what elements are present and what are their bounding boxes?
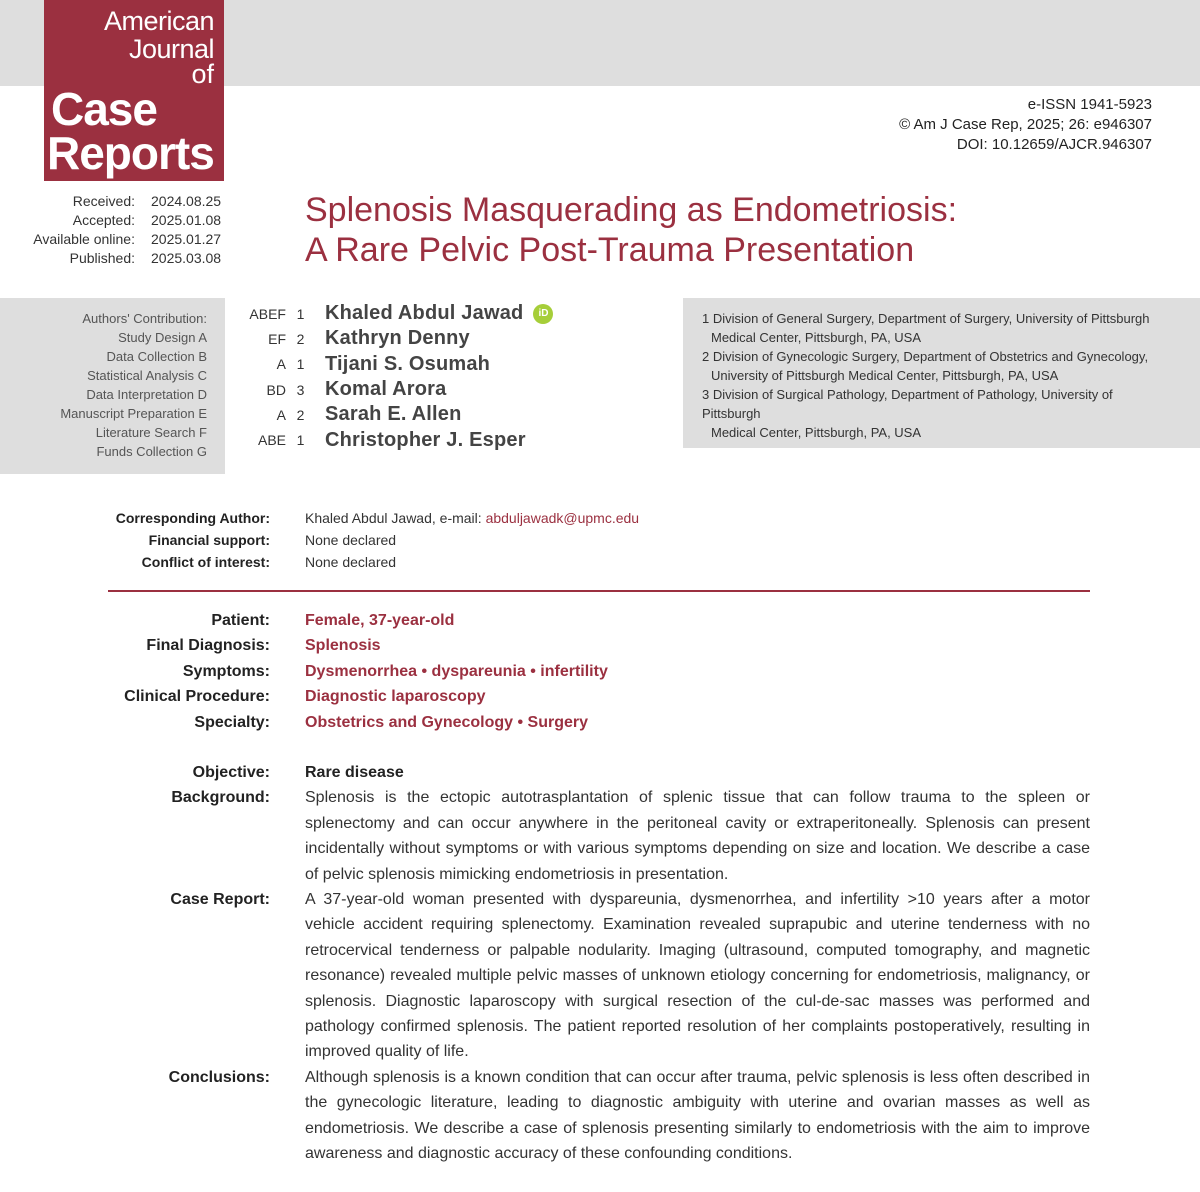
- article-dates: [0, 192, 225, 268]
- title-line-1: Splenosis Masquerading as Endometriosis:: [305, 191, 958, 229]
- financial-support-row: Financial support: None declared: [148, 532, 397, 548]
- author-name: Kathryn Denny: [325, 327, 470, 350]
- contribution-item: Funds Collection G: [96, 444, 207, 459]
- author-name: Khaled Abdul Jawad: [325, 302, 524, 325]
- contribution-legend: [0, 309, 207, 461]
- author-row: A 2 Sarah E. Allen: [276, 403, 462, 426]
- author-row: A 1 Tijani S. Osumah: [276, 352, 491, 375]
- author-row: ABE 1 Christopher J. Esper: [257, 428, 526, 451]
- doi[interactable]: DOI: 10.12659/AJCR.946307: [956, 136, 1152, 153]
- logo-line-case: Case: [51, 83, 157, 135]
- author-row: BD 3 Komal Arora: [266, 378, 447, 401]
- article-title: [305, 190, 1165, 270]
- contribution-item: Manuscript Preparation E: [60, 406, 207, 421]
- summary-row-symptoms: Symptoms: Dysmenorrhea • dyspareunia • infertility: [182, 662, 608, 680]
- author-name: Christopher J. Esper: [325, 428, 526, 451]
- abstract-conclusions: Conclusions: Although splenosis is a known condition that can occur after trauma, pelvic splenosis is less often described in the gynecologic literature, leading to diagnostic ambiguity with uterine and ovarian masses as well as endometriosis. We describe a case of splenosis presenting similarly to endometriosis with the aim to improve awareness and diagnostic accuracy of these confounding conditions.: [168, 1068, 1090, 1163]
- date-row-accepted: Accepted: 2025.01.08: [72, 212, 222, 228]
- author-name: Tijani S. Osumah: [325, 352, 491, 375]
- abstract-objective: Objective: Rare disease: [192, 764, 404, 781]
- contribution-item: Data Interpretation D: [86, 387, 207, 402]
- eissn: e-ISSN 1941-5923: [1027, 96, 1152, 113]
- title-line-2: A Rare Pelvic Post-Trauma Presentation: [305, 231, 915, 269]
- date-row-online: Available online: 2025.01.27: [33, 231, 222, 247]
- author-row: EF 2 Kathryn Denny: [268, 327, 470, 350]
- email-link[interactable]: abduljawadk@upmc.edu: [485, 510, 640, 526]
- logo-line-of: of: [191, 59, 214, 89]
- corresponding-author-row: Corresponding Author: Khaled Abdul Jawad, e-mail: abduljawadk@upmc.edu: [115, 510, 640, 526]
- author-list: [230, 301, 650, 453]
- summary-row-diagnosis: Final Diagnosis: Splenosis: [146, 637, 381, 655]
- contribution-item: Authors' Contribution:: [82, 311, 207, 326]
- contribution-item: Study Design A: [118, 330, 207, 345]
- author-name: Sarah E. Allen: [325, 403, 462, 426]
- date-row-published: Published: 2025.03.08: [69, 250, 222, 266]
- case-summary: [0, 608, 1200, 735]
- date-row-received: Received: 2024.08.25: [72, 193, 222, 209]
- abstract-case-report: Case Report: A 37-year-old woman presented with dyspareunia, dysmenorrhea, and infertility >10 years after a motor vehicle accident requiring splenectomy. Examination revealed suprapubic and uterine tenderness with no retrocervical tenderness or palpable nodularity. Imaging (ultrasound, computed tomography, and magnetic resonance) revealed multiple pelvic masses of unknown etiology concerning for endometriosis, malignancy, or splenosis. Diagnostic laparoscopy with surgical resection of the cul-de-sac masses was performed and pathology confirmed splenosis. The patient reported resolution of her complaints postoperatively, resulting in improved quality of life.: [170, 891, 1090, 1061]
- conflict-row: Conflict of interest: None declared: [141, 554, 397, 570]
- section-divider: [108, 590, 1090, 592]
- orcid-icon[interactable]: iD: [533, 304, 553, 324]
- citation: © Am J Case Rep, 2025; 26: e946307: [899, 116, 1152, 133]
- affiliation-list: [702, 309, 1152, 442]
- affiliation-item: 1 Division of General Surgery, Department of Surgery, University of Pittsburgh Medical Center, Pittsburgh, PA, USA: [702, 311, 1150, 345]
- author-name: Komal Arora: [325, 378, 447, 401]
- summary-row-patient: Patient: Female, 37-year-old: [211, 612, 455, 629]
- logo-line-american: American: [103, 6, 214, 36]
- journal-logo[interactable]: [44, 0, 224, 181]
- contribution-item: Literature Search F: [95, 425, 207, 440]
- article-meta: [899, 95, 1152, 155]
- summary-row-procedure: Clinical Procedure: Diagnostic laparoscopy: [124, 688, 486, 706]
- abstract-background: Background: Splenosis is the ectopic autotrasplantation of splenic tissue that can follow trauma to the spleen or splenectomy and can occur anywhere in the peritoneal cavity or extraperitoneally. Splenosis can present incidentally without symptoms or with various symptoms depending on size and location. We describe a case of pelvic splenosis mimicking endometriosis in presentation.: [171, 789, 1090, 883]
- affiliation-item: 2 Division of Gynecologic Surgery, Department of Obstetrics and Gynecology, University of Pittsburgh Medical Center, Pittsburgh, PA, USA: [702, 349, 1149, 383]
- abstract: [0, 760, 1200, 1167]
- affiliation-item: 3 Division of Surgical Pathology, Department of Pathology, University of Pittsburgh Medical Center, Pittsburgh, PA, USA: [702, 387, 1113, 440]
- contribution-item: Statistical Analysis C: [87, 368, 207, 383]
- author-row: ABEF 1 Khaled Abdul Jawad iD: [230, 301, 650, 326]
- summary-row-specialty: Specialty: Obstetrics and Gynecology • Surgery: [194, 713, 589, 731]
- contribution-item: Data Collection B: [106, 349, 207, 364]
- logo-line-journal: Journal: [128, 34, 214, 64]
- logo-line-reports: Reports: [47, 127, 214, 179]
- correspondence-info: [0, 507, 1200, 573]
